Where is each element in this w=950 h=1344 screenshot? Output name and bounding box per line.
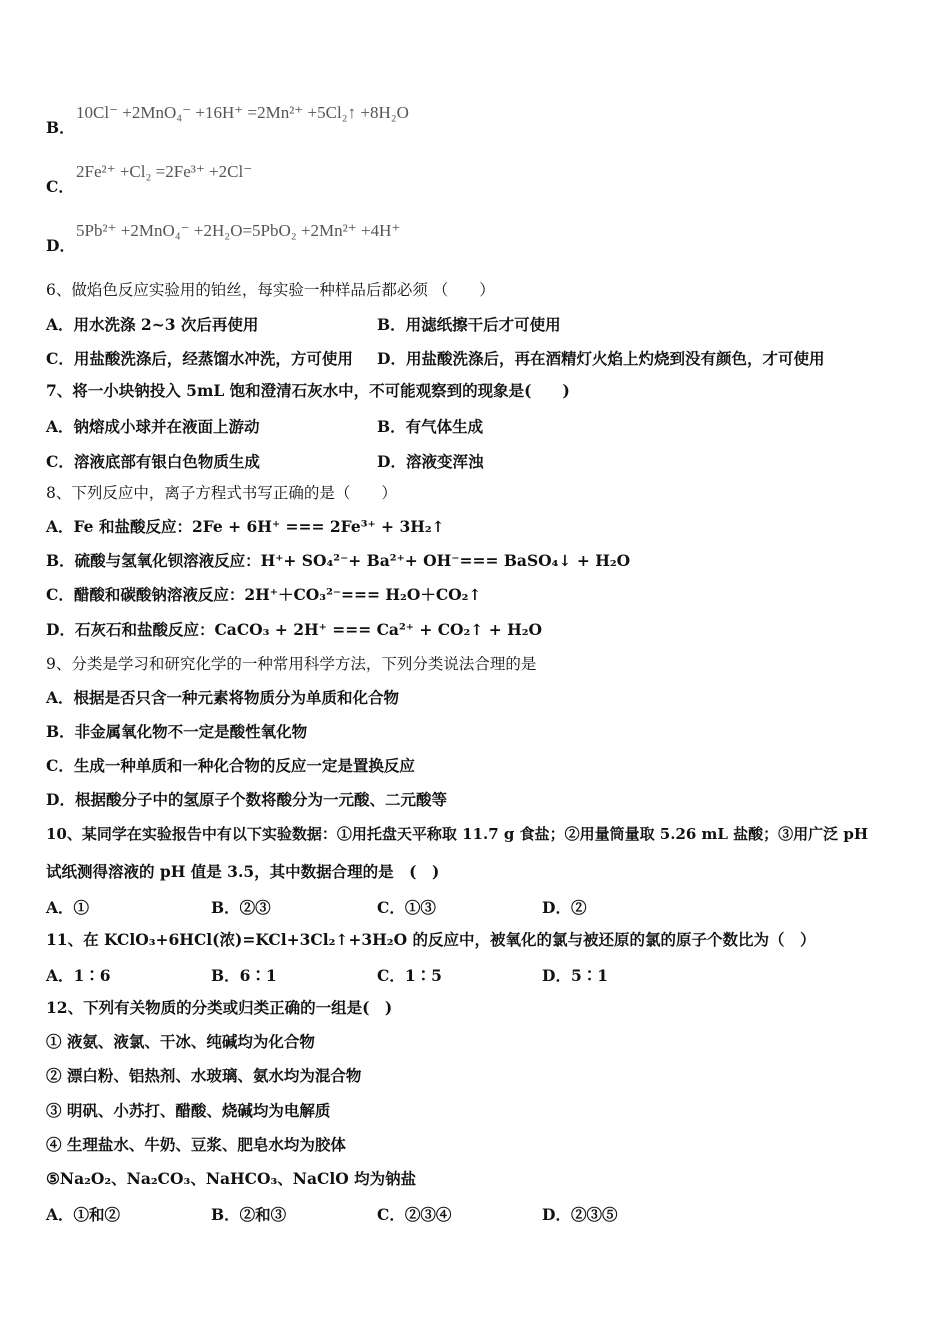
q7-option-d: D．溶液变浑浊 — [377, 452, 484, 471]
q7-option-a: A．钠熔成小球并在液面上游动 — [46, 417, 260, 436]
q12-option-a: A．①和② — [46, 1205, 121, 1224]
q10-option-a: A．① — [46, 898, 90, 917]
q11-option-b: B．6∶1 — [211, 966, 277, 985]
q12-item-5: ⑤Na₂O₂、Na₂CO₃、NaHCO₃、NaClO 均为钠盐 — [46, 1169, 417, 1188]
q9-option-c: C．生成一种单质和一种化合物的反应一定是置换反应 — [46, 756, 415, 775]
q11-option-d: D．5∶1 — [542, 966, 609, 985]
q11-stem: 11、在 KClO₃+6HCl(浓)=KCl+3Cl₂↑+3H₂O 的反应中，被氧化的氯与被还原的氯的原子个数比为（ ） — [46, 930, 816, 949]
q5-option-c-label: C． — [46, 177, 74, 196]
q8-option-a: A．Fe 和盐酸反应：2Fe + 6H⁺ === 2Fe³⁺ + 3H₂↑ — [46, 517, 445, 536]
q8-stem: 8、下列反应中，离子方程式书写正确的是（ ） — [46, 484, 397, 502]
q6-option-a: A．用水洗涤 2~3 次后再使用 — [46, 315, 259, 334]
q5-option-d-equation: 5Pb²⁺ +2MnO₄⁻ +2H₂O=5PbO₂ +2Mn²⁺ +4H⁺ — [76, 221, 401, 240]
q12-option-b: B．②和③ — [211, 1205, 287, 1224]
q10-option-b: B．②③ — [211, 898, 271, 917]
q12-item-2: ② 漂白粉、铝热剂、水玻璃、氨水均为混合物 — [46, 1066, 362, 1085]
q6-option-d: D．用盐酸洗涤后，再在酒精灯火焰上灼烧到没有颜色，才可使用 — [377, 349, 825, 368]
q10-stem-line1: 10、某同学在实验报告中有以下实验数据：①用托盘天平称取 11.7 g 食盐；②用量筒量取 5.26 mL 盐酸；③用广泛 pH — [46, 825, 869, 843]
q8-option-b: B．硫酸与氢氧化钡溶液反应：H⁺+ SO₄²⁻+ Ba²⁺+ OH⁻=== BaSO₄↓ + H₂O — [46, 551, 631, 570]
q7-option-c: C．溶液底部有银白色物质生成 — [46, 452, 260, 471]
q12-item-4: ④ 生理盐水、牛奶、豆浆、肥皂水均为胶体 — [46, 1135, 346, 1154]
q9-option-b: B．非金属氧化物不一定是酸性氧化物 — [46, 722, 308, 741]
q12-stem: 12、下列有关物质的分类或归类正确的一组是( ) — [46, 998, 393, 1017]
q5-option-d-label: D． — [46, 236, 75, 255]
q6-option-c: C．用盐酸洗涤后，经蒸馏水冲洗，方可使用 — [46, 349, 353, 368]
q12-option-d: D．②③⑤ — [542, 1205, 618, 1224]
q5-option-b-equation: 10Cl⁻ +2MnO₄⁻ +16H⁺ =2Mn²⁺ +5Cl₂↑ +8H₂O — [76, 103, 409, 122]
q8-option-d: D．石灰石和盐酸反应：CaCO₃ + 2H⁺ === Ca²⁺ + CO₂↑ + H₂O — [46, 620, 543, 639]
q9-stem: 9、分类是学习和研究化学的一种常用科学方法，下列分类说法合理的是 — [46, 655, 537, 673]
q11-option-a: A．1∶6 — [46, 966, 111, 985]
q9-option-d: D．根据酸分子中的氢原子个数将酸分为一元酸、二元酸等 — [46, 790, 447, 809]
q12-option-c: C．②③④ — [377, 1205, 452, 1224]
q7-option-b: B．有气体生成 — [377, 417, 484, 436]
q6-stem: 6、做焰色反应实验用的铂丝，每实验一种样品后都必须 （ ） — [46, 281, 495, 299]
q12-item-3: ③ 明矾、小苏打、醋酸、烧碱均为电解质 — [46, 1101, 331, 1120]
q5-option-b-label: B． — [46, 118, 75, 137]
q12-item-1: ① 液氨、液氯、干冰、纯碱均为化合物 — [46, 1032, 315, 1051]
q8-option-c: C．醋酸和碳酸钠溶液反应：2H⁺＋CO₃²⁻=== H₂O＋CO₂↑ — [46, 585, 482, 604]
q9-option-a: A．根据是否只含一种元素将物质分为单质和化合物 — [46, 688, 400, 707]
q10-option-c: C．①③ — [377, 898, 436, 917]
q6-option-b: B．用滤纸擦干后才可使用 — [377, 315, 561, 334]
q7-stem: 7、将一小块钠投入 5mL 饱和澄清石灰水中，不可能观察到的现象是( ) — [46, 381, 570, 400]
q5-option-c-equation: 2Fe²⁺ +Cl₂ =2Fe³⁺ +2Cl⁻ — [76, 162, 253, 181]
q10-stem-line2: 试纸测得溶液的 pH 值是 3.5，其中数据合理的是 ( ) — [46, 862, 440, 881]
q11-option-c: C．1∶5 — [377, 966, 442, 985]
q10-option-d: D．② — [542, 898, 587, 917]
